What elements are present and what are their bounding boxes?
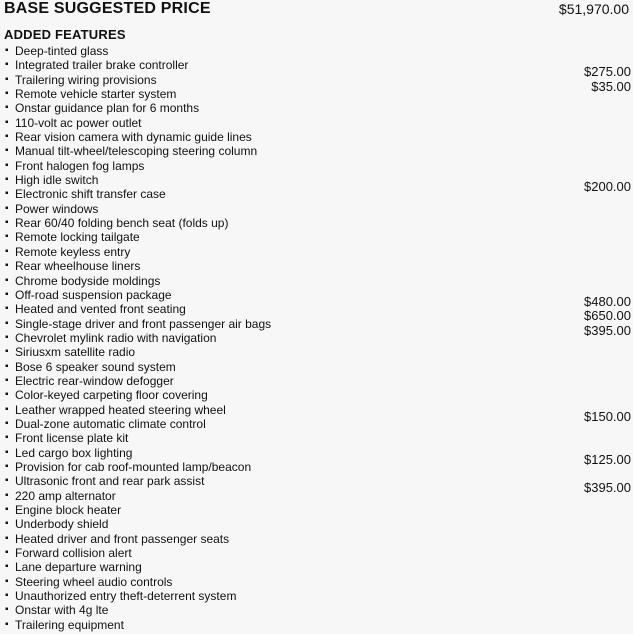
bullet-icon: ▪ — [5, 346, 9, 358]
bullet-icon: ▪ — [5, 489, 9, 501]
list-item — [0, 417, 633, 431]
bullet-icon: ▪ — [5, 575, 9, 587]
bullet-icon: ▪ — [5, 73, 9, 85]
feature-name: Electric rear-window defogger — [15, 373, 174, 388]
bullet-icon: ▪ — [5, 59, 9, 71]
feature-price: $35.00 — [591, 78, 631, 94]
list-item — [0, 130, 633, 144]
list-item — [0, 388, 633, 402]
feature-name: Unauthorized entry theft-deterrent system — [15, 589, 237, 604]
list-item — [0, 259, 633, 273]
feature-name: Remote keyless entry — [15, 244, 131, 259]
list-item — [0, 503, 633, 517]
list-item — [0, 460, 633, 474]
bullet-icon: ▪ — [5, 417, 9, 429]
feature-name: Front license plate kit — [15, 431, 129, 446]
bullet-icon: ▪ — [5, 145, 9, 157]
feature-price: $650.00 — [584, 308, 631, 324]
section-title: ADDED FEATURES — [4, 27, 126, 42]
bullet-icon: ▪ — [5, 590, 9, 602]
feature-name: Off-road suspension package — [15, 287, 172, 302]
feature-name: Heated and vented front seating — [15, 302, 186, 317]
bullet-icon: ▪ — [5, 618, 9, 630]
list-item — [0, 202, 633, 216]
feature-name: Rear vision camera with dynamic guide lines — [15, 130, 252, 145]
feature-name: Engine block heater — [15, 503, 122, 517]
list-item — [0, 517, 633, 531]
bullet-icon: ▪ — [5, 102, 9, 114]
list-item — [0, 274, 633, 288]
list-item — [0, 618, 633, 632]
feature-name: Heated driver and front passenger seats — [15, 531, 230, 546]
list-item — [0, 532, 633, 546]
feature-name: 110-volt ac power outlet — [15, 115, 142, 130]
feature-price: $200.00 — [584, 179, 631, 195]
feature-name: Leather wrapped heated steering wheel — [15, 402, 226, 417]
bullet-icon: ▪ — [5, 174, 9, 186]
list-item — [0, 144, 633, 158]
bullet-icon: ▪ — [5, 202, 9, 214]
bullet-icon: ▪ — [5, 317, 9, 329]
list-item — [0, 116, 633, 130]
feature-name: Forward collision alert — [15, 546, 132, 561]
feature-name: Lane departure warning — [15, 560, 142, 575]
feature-name: Siriusxm satellite radio — [15, 345, 136, 360]
base-price-value: $51,970.00 — [558, 1, 629, 17]
feature-name: Led cargo box lighting — [15, 445, 133, 460]
list-item — [0, 374, 633, 388]
feature-name: Single-stage driver and front passenger air bags — [15, 316, 272, 331]
bullet-icon: ▪ — [5, 116, 9, 128]
feature-name: Remote vehicle starter system — [15, 87, 177, 102]
bullet-icon: ▪ — [5, 260, 9, 272]
feature-name: Front halogen fog lamps — [15, 158, 145, 173]
feature-name: Dual-zone automatic climate control — [15, 416, 206, 431]
feature-name: Manual tilt-wheel/telescoping steering column — [15, 144, 258, 159]
bullet-icon: ▪ — [5, 131, 9, 143]
bullet-icon: ▪ — [5, 504, 9, 515]
bullet-icon: ▪ — [5, 403, 9, 415]
feature-name: High idle switch — [15, 173, 99, 188]
bullet-icon: ▪ — [5, 604, 9, 616]
bullet-icon: ▪ — [5, 475, 9, 487]
feature-name: Onstar guidance plan for 6 months — [15, 101, 200, 116]
feature-name: Rear 60/40 folding bench seat (folds up) — [15, 216, 229, 231]
base-price-label: BASE SUGGESTED PRICE — [4, 0, 211, 17]
bullet-icon: ▪ — [5, 188, 9, 200]
bullet-icon: ▪ — [5, 360, 9, 372]
feature-price: $395.00 — [584, 480, 631, 496]
bullet-icon: ▪ — [5, 231, 9, 243]
feature-price: $150.00 — [584, 408, 631, 424]
feature-name: Trailering wiring provisions — [15, 72, 157, 87]
base-price-row — [4, 0, 629, 20]
feature-name: Bose 6 speaker sound system — [15, 359, 176, 374]
feature-name: Trailering equipment — [15, 617, 124, 632]
bullet-icon: ▪ — [5, 288, 9, 300]
list-item — [0, 230, 633, 244]
feature-price: $480.00 — [584, 293, 631, 309]
bullet-icon: ▪ — [5, 88, 9, 100]
bullet-icon: ▪ — [5, 331, 9, 343]
feature-name: Rear wheelhouse liners — [15, 259, 141, 274]
bullet-icon: ▪ — [5, 389, 9, 401]
list-item — [0, 345, 633, 359]
feature-name: Electronic shift transfer case — [15, 187, 166, 202]
feature-name: Chrome bodyside moldings — [15, 273, 161, 288]
feature-name: 220 amp alternator — [15, 488, 116, 503]
bullet-icon: ▪ — [5, 547, 9, 559]
bullet-icon: ▪ — [5, 518, 9, 530]
feature-name: Onstar with 4g lte — [15, 603, 109, 618]
feature-price: $125.00 — [584, 451, 631, 467]
feature-name: Remote locking tailgate — [15, 230, 140, 245]
bullet-icon: ▪ — [5, 561, 9, 573]
feature-price: $275.00 — [584, 64, 631, 80]
list-item — [0, 187, 633, 201]
bullet-icon: ▪ — [5, 159, 9, 171]
bullet-icon: ▪ — [5, 45, 9, 56]
list-item — [0, 287, 633, 309]
bullet-icon: ▪ — [5, 374, 9, 386]
list-item — [0, 245, 633, 259]
bullet-icon: ▪ — [5, 432, 9, 444]
bullet-icon: ▪ — [5, 245, 9, 257]
bullet-icon: ▪ — [5, 303, 9, 315]
list-item — [0, 589, 633, 603]
list-item — [0, 331, 633, 345]
bullet-icon: ▪ — [5, 532, 9, 544]
list-item — [0, 159, 633, 173]
list-item — [0, 431, 633, 445]
bullet-icon: ▪ — [5, 274, 9, 286]
feature-name: Underbody shield — [15, 517, 109, 532]
bullet-icon: ▪ — [5, 460, 9, 472]
list-item — [0, 87, 633, 101]
feature-name: Color-keyed carpeting floor covering — [15, 388, 208, 403]
list-item — [0, 560, 633, 574]
feature-name: Provision for cab roof-mounted lamp/beacon — [15, 459, 252, 474]
list-item — [0, 489, 633, 503]
feature-name: Steering wheel audio controls — [15, 574, 173, 589]
feature-name: Ultrasonic front and rear park assist — [15, 474, 205, 489]
list-item — [0, 360, 633, 374]
list-item — [0, 546, 633, 560]
feature-name: Chevrolet mylink radio with navigation — [15, 330, 217, 345]
feature-price: $395.00 — [584, 322, 631, 338]
list-item — [0, 44, 633, 58]
feature-name: Power windows — [15, 201, 99, 216]
list-item — [0, 101, 633, 115]
feature-list — [0, 44, 633, 632]
list-item — [0, 575, 633, 589]
bullet-icon: ▪ — [5, 217, 9, 229]
list-item — [0, 216, 633, 230]
feature-name: Integrated trailer brake controller — [15, 58, 189, 73]
feature-name: Deep-tinted glass — [15, 44, 109, 58]
bullet-icon: ▪ — [5, 446, 9, 458]
list-item — [0, 603, 633, 617]
